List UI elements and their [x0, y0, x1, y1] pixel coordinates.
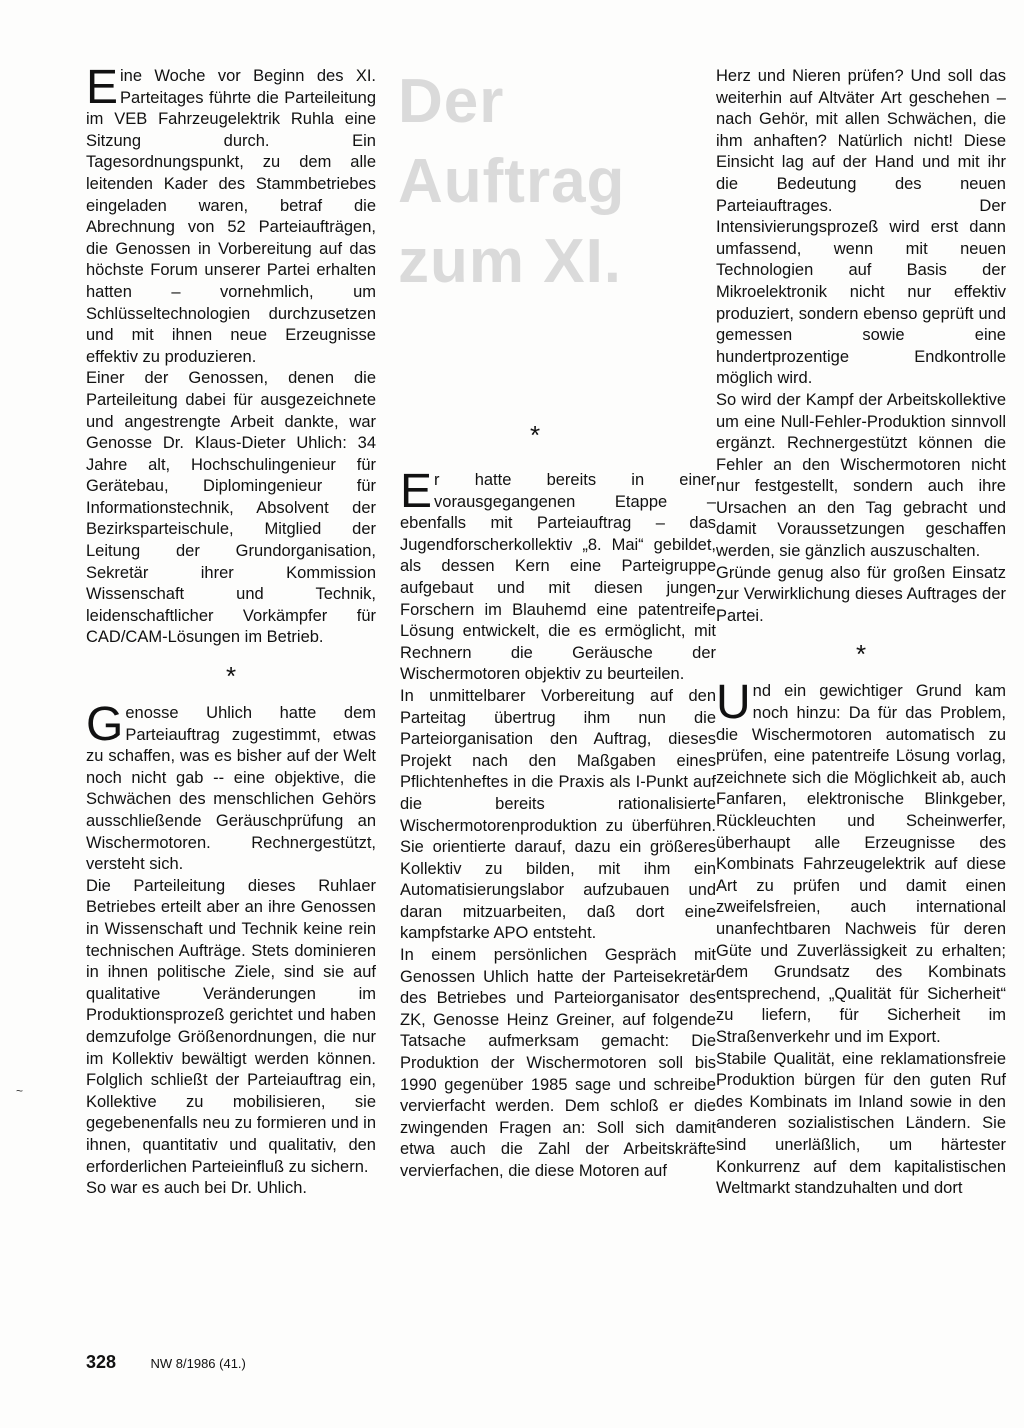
- drop-cap: E: [86, 61, 119, 114]
- article-headline: [398, 62, 698, 302]
- paragraph-text: nd ein gewichtiger Grund kam noch hinzu: Da für das Problem, die Wischermotoren automatisch zu prüfen, eine patentreife Lösung vorlag, zeichnete sich die Möglichkeit ab, auch Fanfaren, elektronische Blinkgeber, Rückleuchten und Scheinwerfer, überhaupt alle Erzeugnisse des Kombinats Fahrzeugelektrik auf diese Art zu prüfen und damit einen zweifelsfreien, auch international unanfechtbaren Nachweis für deren Güte und Zuverlässigkeit zu erhalten; dem Grundsatz des Kombinats entsprechend, „Qualität für Sicherheit“ zu liefern, für Sicherheit im Straßenverkehr und im Export.: [716, 682, 1006, 1046]
- section-separator: *: [530, 420, 541, 450]
- text-column-2: [400, 465, 716, 1183]
- page-number: 328: [86, 1352, 117, 1372]
- drop-cap: U: [716, 676, 751, 730]
- text-column-3: [716, 66, 1006, 1200]
- paragraph-text: r hatte bereits in einer vorausgegangenen Etappe – ebenfalls mit Parteiauftrag – das Jugendforscherkollektiv „8. Mai“ gebildet, als dessen Kern eine Parteigruppe aufgebaut und mit diesen jungen Forschern im Blauhemd eine patentreife Lösung entwickelt, die es ermöglicht, mit Rechnern die Geräusche der Wischermotoren objektiv zu beurteilen.: [400, 471, 716, 684]
- text-column-1: [86, 61, 376, 1200]
- headline-line-2: Auftrag: [398, 147, 626, 216]
- paragraph: Die Parteileitung dieses Ruhlaer Betriebes erteilt aber an ihre Genossen in Wissenschaft und Technik keine rein technischen Aufträge. Stets dominieren in ihnen politische Ziele, sind sie auf qualitative Veränderungen im Produktionsprozeß gerichtet und haben demzufolge Größenordnungen, die nur im Kollektiv bewältigt werden können. Folglich schließt der Parteiauftrag ein, Kollektive zu mobilisieren, sie gegebenenfalls neu zu formieren und in ihnen, quantitativ und qualitativ, den erforderlichen Parteieinfluß zu sichern.: [86, 876, 376, 1176]
- paragraph: So war es auch bei Dr. Uhlich.: [86, 1179, 308, 1198]
- paragraph: [86, 698, 376, 876]
- drop-cap: E: [400, 465, 433, 518]
- paragraph: Herz und Nieren prüfen? Und soll das weiterhin auf Altväter Art geschehen – nach Gehör, mit allen Schwächen, die ihm anhaften? Natürlich nicht! Diese Einsicht lag auf der Hand und mit ihr die Bedeutung des neuen Parteiauftrages. Der Intensivierungsprozeß wird erst dann umfassend, wenn mit neuen Technologien auf Basis der Mikroelektronik nicht nur effektiv produziert, sondern ebenso geprüft und gemessen sowie eine hundertprozentige Endkontrolle möglich wird.: [716, 67, 1006, 388]
- page-footer: [86, 1352, 246, 1373]
- paragraph: Gründe genug also für großen Einsatz zur Verwirklichung dieses Auftrages der Partei.: [716, 563, 1006, 625]
- paragraph: In einem persönlichen Gespräch mit Genossen Uhlich hatte der Parteisekretär des Betriebes und Parteiorganisator des ZK, Genosse Heinz Greiner, auf folgende Tatsache aufmerksam gemacht: Die Produktion der Wischermotoren soll bis 1990 gegenüber 1985 sage und schreibe vervierfacht werden. Dem schloß er die zwingenden Fragen an: Soll sich damit etwa auch die Zahl der Arbeitskräfte vervierfachen, die diese Motoren auf: [400, 946, 716, 1180]
- section-separator: *: [225, 661, 237, 692]
- paragraph: [716, 676, 1006, 1048]
- paragraph: Stabile Qualität, eine reklamationsfreie Produktion bürgen für den guten Ruf des Kombinats im Inland sowie in den anderen sozialistischen Ländern. Sie sind unerläßlich, um härtester Konkurrenz auf dem kapitalistischen Weltmarkt standzuhalten und dort: [716, 1049, 1006, 1198]
- headline-line-3: zum XI.: [398, 227, 623, 296]
- headline-line-1: Der: [398, 67, 505, 136]
- paragraph: In unmittelbarer Vorbereitung auf den Parteitag übertrug ihm nun die Parteiorganisation den Auftrag, dieses Projekt nach den Maßgaben eines Pflichtenheftes in die Praxis als I-Punkt auf die bereits rationalisierte Wischermotorenproduktion zu überführen. Sie orientierte darauf, dazu ein größeres Kollektiv zu bilden, mit ihm ein Automatisierungslabor aufzubauen und daran mitzuarbeiten, daß dort eine kampfstarke APO entsteht.: [400, 686, 716, 943]
- paragraph-text: ine Woche vor Beginn des XI. Parteitages führte die Parteileitung im VEB Fahrzeugelektrik Ruhla eine Sitzung durch. Ein Tagesordnungspunkt, zu dem alle leitenden Kader des Stammbetriebes eingeladen waren, betraf die Abrechnung von 52 Parteiaufträgen, die Genossen in Vorbereitung auf das höchste Forum unserer Partei erhalten hatten – vornehmlich, um Schlüsseltechnologien durchzusetzen und mit ihnen neue Erzeugnisse effektiv zu produzieren.: [86, 67, 376, 366]
- drop-cap: G: [86, 698, 124, 752]
- issue-reference: NW 8/1986 (41.): [150, 1356, 246, 1371]
- paragraph: Einer der Genossen, denen die Parteileitung dabei für ausgezeichnete und angestrengte Arbeit dankte, war Genosse Dr. Klaus-Dieter Uhlich: 34 Jahre alt, Hochschulingenieur für Gerätebau, Diplomingenieur für Informationstechnik, Absolvent der Bezirksparteischule, Mitglied der Leitung der Grundorganisation, Sekretär ihrer Kommission Wissenschaft und Technik, leidenschaftlicher Vorkämpfer für CAD/CAM-Lösungen im Betrieb.: [86, 369, 376, 647]
- section-separator: *: [855, 639, 867, 670]
- paragraph: [86, 61, 376, 368]
- paragraph: So wird der Kampf der Arbeitskollektive um eine Null-Fehler-Produktion sinnvoll ergänzt. Rechnergestützt können die Fehler an den Wischermotoren nicht nur festgestellt, sondern auch ihre Ursachen an den Tag gebracht und damit Voraussetzungen geschaffen werden, sie gänzlich auszuschalten.: [716, 390, 1006, 561]
- paragraph: [400, 465, 716, 686]
- margin-mark: ~: [16, 1084, 24, 1098]
- paragraph-text: enosse Uhlich hatte dem Parteiauftrag zugestimmt, etwas zu schaffen, was es bisher auf der Welt noch nicht gab -- eine objektive, die Schwächen des menschlichen Gehörs ausschließende Geräuschprüfung an Wischermotoren. Rechnergestützt, versteht sich.: [86, 704, 376, 874]
